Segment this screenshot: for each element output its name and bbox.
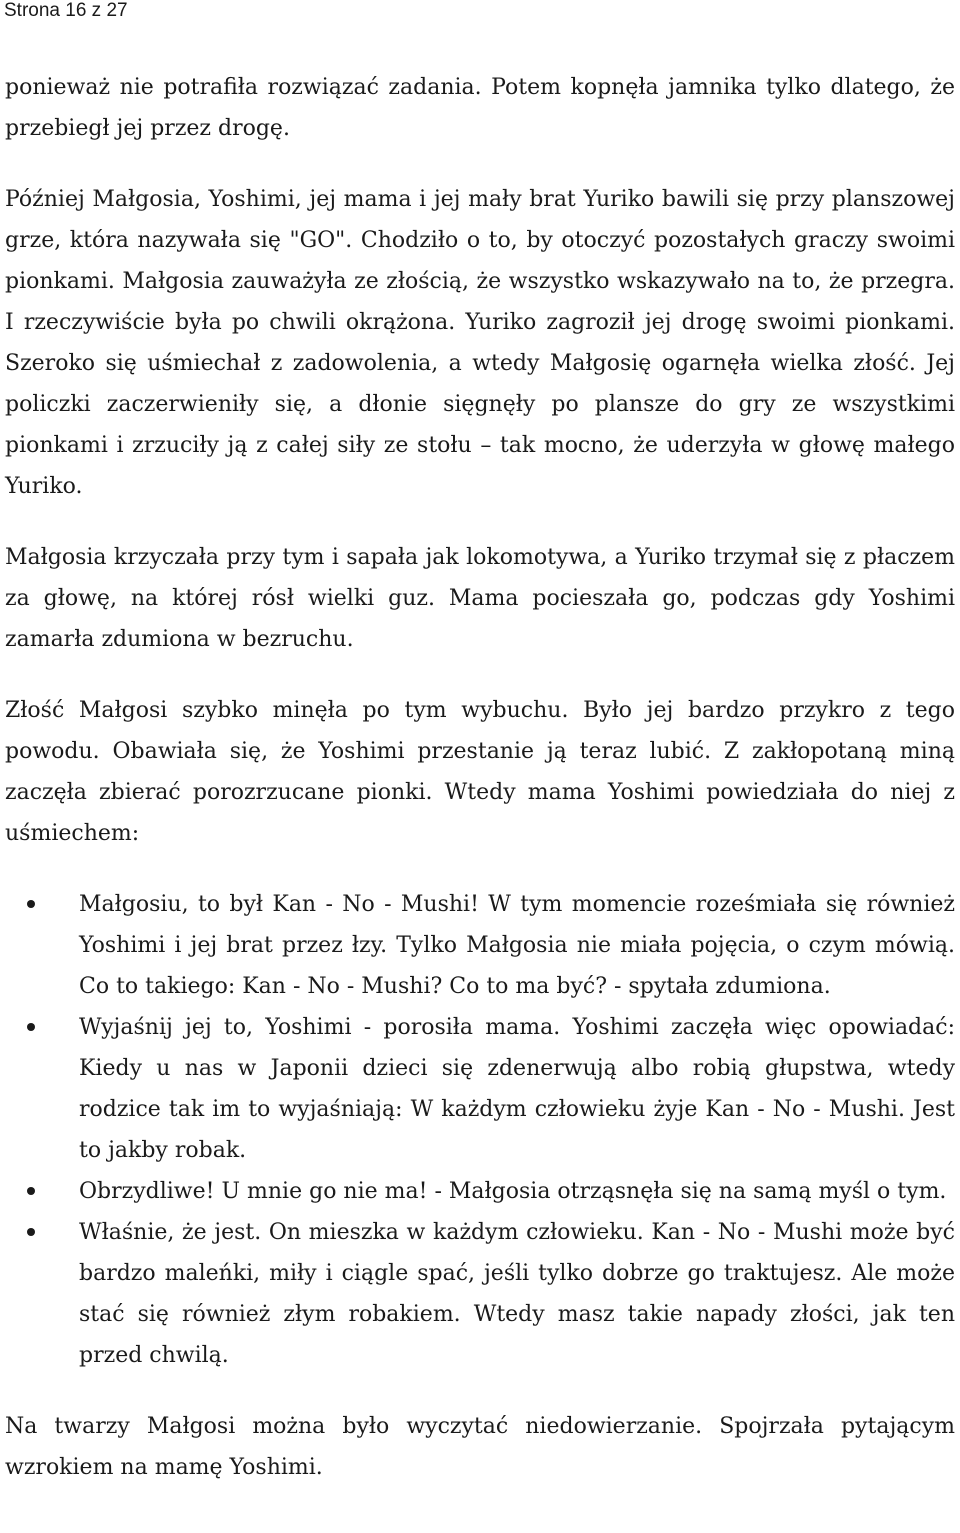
- dialogue-item: [5, 1212, 955, 1376]
- paragraph-5: Na twarzy Małgosi można było wyczytać niedowierzanie. Spojrzała pytającym wzrokiem na mamę Yoshimi.: [5, 1414, 955, 1480]
- dialogue-text: Obrzydliwe! U mnie go nie ma! - Małgosia otrząsnęła się na samą myśl o tym.: [79, 1179, 947, 1204]
- bullet-icon: [27, 1228, 35, 1236]
- dialogue-item: [5, 884, 955, 1007]
- dialogue-item: [5, 1171, 955, 1212]
- dialogue-text: Właśnie, że jest. On mieszka w każdym człowieku. Kan - No - Mushi może być bardzo maleńki, miły i ciągle spać, jeśli tylko dobrze go traktujesz. Ale może stać się również złym robakiem. Wtedy masz takie napady złości, jak ten przed chwilą.: [79, 1220, 955, 1368]
- dialogue-item: [5, 1007, 955, 1171]
- page-number-label: Strona 16 z 27: [4, 0, 128, 21]
- bullet-icon: [27, 900, 35, 908]
- bullet-icon: [27, 1187, 35, 1195]
- paragraph-4: Złość Małgosi szybko minęła po tym wybuchu. Było jej bardzo przykro z tego powodu. Obawiała się, że Yoshimi przestanie ją teraz lubić. Z zakłopotaną miną zaczęła zbierać porozrzucane pionki. Wtedy mama Yoshimi powiedziała do niej z uśmiechem:: [5, 698, 955, 846]
- document-body: [5, 67, 955, 1518]
- dialogue-text: Małgosiu, to był Kan - No - Mushi! W tym momencie roześmiała się również Yoshimi i jej brat przez łzy. Tylko Małgosia nie miała pojęcia, o czym mówią. Co to takiego: Kan - No - Mushi? Co to ma być? - spytała zdumiona.: [79, 892, 955, 999]
- paragraph-1: ponieważ nie potrafiła rozwiązać zadania. Potem kopnęła jamnika tylko dlatego, że przebiegł jej przez drogę.: [5, 75, 955, 141]
- bullet-icon: [27, 1023, 35, 1031]
- paragraph-2: Później Małgosia, Yoshimi, jej mama i jej mały brat Yuriko bawili się przy planszowej grze, która nazywała się "GO". Chodziło o to, by otoczyć pozostałych graczy swoimi pionkami. Małgosia zauważyła ze złością, że wszystko wskazywało na to, że przegra. I rzeczywiście była po chwili okrążona. Yuriko zagroził jej drogę swoimi pionkami. Szeroko się uśmiechał z zadowolenia, a wtedy Małgosię ogarnęła wielka złość. Jej policzki zaczerwieniły się, a dłonie sięgnęły po plansze do gry ze wszystkimi pionkami i zrzuciły ją z całej siły ze stołu – tak mocno, że uderzyła w głowę małego Yuriko.: [5, 187, 955, 499]
- dialogue-list: [5, 884, 955, 1376]
- paragraph-3: Małgosia krzyczała przy tym i sapała jak lokomotywa, a Yuriko trzymał się z płaczem za głowę, na której rósł wielki guz. Mama pocieszała go, podczas gdy Yoshimi zamarła zdumiona w bezruchu.: [5, 545, 955, 652]
- dialogue-text: Wyjaśnij jej to, Yoshimi - porosiła mama. Yoshimi zaczęła więc opowiadać: Kiedy u nas w Japonii dzieci się zdenerwują albo robią głupstwa, wtedy rodzice tak im to wyjaśniają: W każdym człowieku żyje Kan - No - Mushi. Jest to jakby robak.: [79, 1015, 955, 1163]
